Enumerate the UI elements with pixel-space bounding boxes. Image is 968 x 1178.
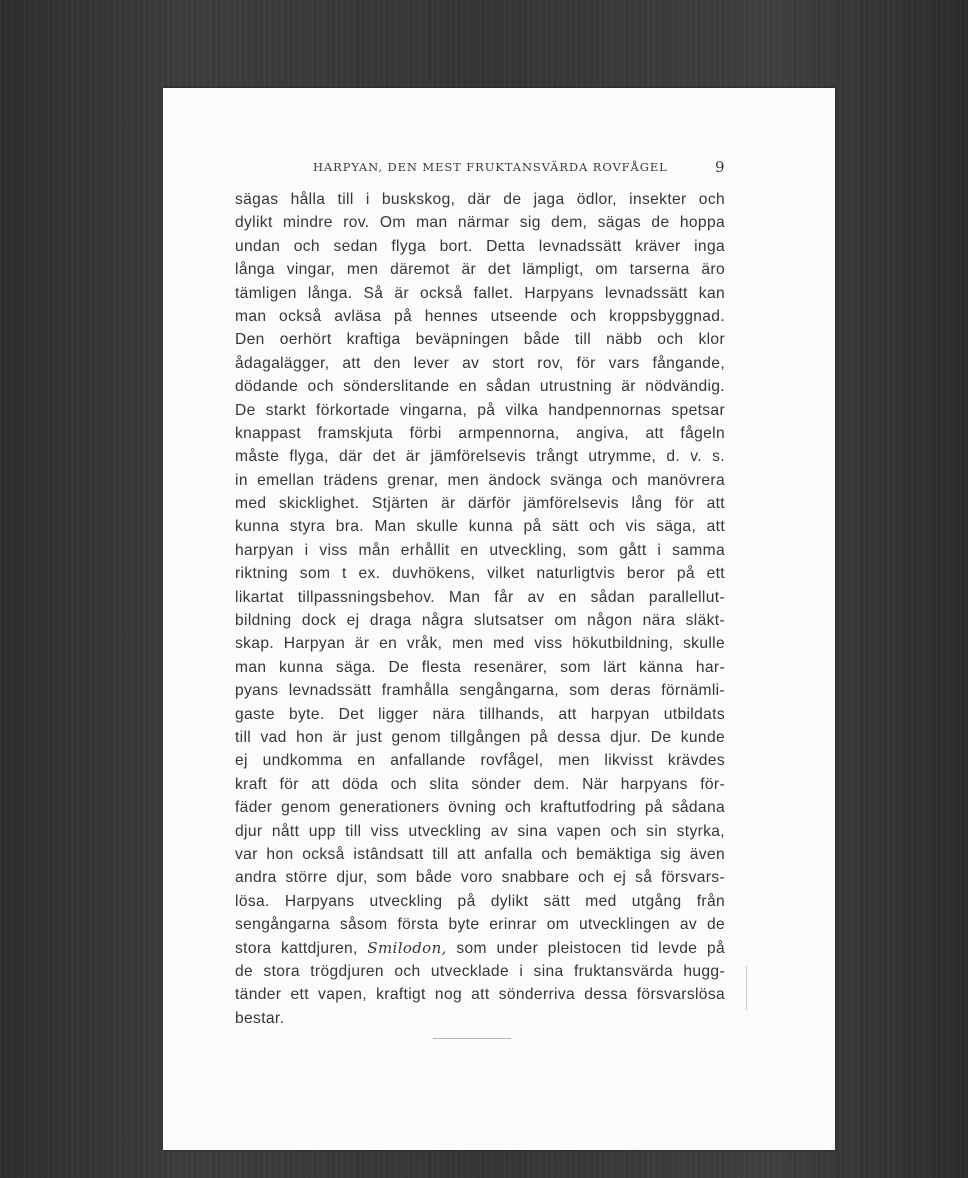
text-line: dylikt mindre rov. Om man närmar sig dem, sägas de hoppa bbox=[235, 214, 725, 232]
text-line-with-italic bbox=[235, 937, 725, 960]
text-line: ådagalägger, att den lever av stort rov, för vars fångande, bbox=[235, 354, 725, 372]
text-line: fäder genom generationers övning och kraftutfodring på sådana bbox=[235, 799, 725, 817]
running-head bbox=[163, 158, 835, 178]
text-line: ej undkomma en anfallande rovfågel, men likvisst krävdes bbox=[235, 752, 725, 770]
text-line: undan och sedan flyga bort. Detta levnadssätt kräver inga bbox=[235, 237, 725, 255]
text-line: var hon också istândsatt till att anfalla och bemäktiga sig även bbox=[235, 845, 725, 863]
text-line: De starkt förkortade vingarna, på vilka handpennornas spetsar bbox=[235, 401, 725, 419]
text-line: bildning dock ej draga några slutsatser om någon nära släkt- bbox=[235, 612, 725, 630]
text-line: likartat tillpassningsbehov. Man får av en sådan parallellut- bbox=[235, 588, 725, 606]
text-line: till vad hon är just genom tillgången på dessa djur. De kunde bbox=[235, 728, 725, 746]
text-line: andra större djur, som både voro snabbare och ej så försvars- bbox=[235, 869, 725, 887]
text-line: kraft för att döda och slita sönder dem. När harpyans för- bbox=[235, 775, 725, 793]
text-line: kunna styra bra. Man skulle kunna på sätt och vis säga, att bbox=[235, 518, 725, 536]
text-line: sengångarna såsom första byte erinrar om utvecklingen av de bbox=[235, 916, 725, 934]
book-page bbox=[163, 88, 835, 1150]
text-line: harpyan i viss mån erhållit en utveckling, som gått i samma bbox=[235, 541, 725, 559]
text-line: dödande och sönderslitande en sådan utrustning är nödvändig. bbox=[235, 378, 725, 396]
text-fragment: som under pleistocen tid levde på bbox=[456, 939, 725, 957]
end-rule bbox=[433, 1038, 511, 1039]
text-line: långa vingar, men däremot är det lämpligt, om tarserna äro bbox=[235, 261, 725, 279]
text-line: pyans levnadssätt framhålla sengångarna, som deras förnämli- bbox=[235, 682, 725, 700]
text-line: tämligen långa. Så är också fallet. Harpyans levnadssätt kan bbox=[235, 284, 725, 302]
text-line: tänder ett vapen, kraftigt nog att sönderriva dessa försvarslösa bbox=[235, 986, 725, 1004]
text-fragment: stora kattdjuren, bbox=[235, 939, 358, 957]
running-head-title: HARPYAN, DEN MEST FRUKTANSVÄRDA ROVFÅGEL bbox=[313, 160, 668, 174]
margin-mark bbox=[746, 966, 747, 1010]
body-text bbox=[235, 188, 725, 1030]
page-number: 9 bbox=[715, 158, 725, 176]
text-line: med skicklighet. Stjärten är därför jämförelsevis lång för att bbox=[235, 495, 725, 513]
text-line: djur nått upp till viss utveckling av sina vapen och sin styrka, bbox=[235, 822, 725, 840]
text-line: skap. Harpyan är en vråk, men med viss hökutbildning, skulle bbox=[235, 635, 725, 653]
text-line: man kunna säga. De flesta resenärer, som lärt känna har- bbox=[235, 658, 725, 676]
text-line: Den oerhört kraftiga beväpningen både till näbb och klor bbox=[235, 331, 725, 349]
text-line-last: bestar. bbox=[235, 1009, 285, 1027]
text-line: knappast framskjuta förbi armpennorna, angiva, att fågeln bbox=[235, 424, 725, 442]
text-line: gaste byte. Det ligger nära tillhands, att harpyan utbildats bbox=[235, 705, 725, 723]
text-line: lösa. Harpyans utveckling på dylikt sätt med utgång från bbox=[235, 892, 725, 910]
text-line: man också avläsa på hennes utseende och kroppsbyggnad. bbox=[235, 307, 725, 325]
text-line: måste flyga, där det är jämförelsevis trångt utrymme, d. v. s. bbox=[235, 448, 725, 466]
text-line: sägas hålla till i buskskog, där de jaga ödlor, insekter och bbox=[235, 191, 725, 208]
text-line: riktning som t ex. duvhökens, vilket naturligtvis beror på ett bbox=[235, 565, 725, 583]
text-line: in emellan trädens grenar, men ändock svänga och manövrera bbox=[235, 471, 725, 489]
italic-term: Smilodon, bbox=[367, 938, 447, 957]
text-line: de stora trögdjuren och utvecklade i sina fruktansvärda hugg- bbox=[235, 962, 725, 980]
